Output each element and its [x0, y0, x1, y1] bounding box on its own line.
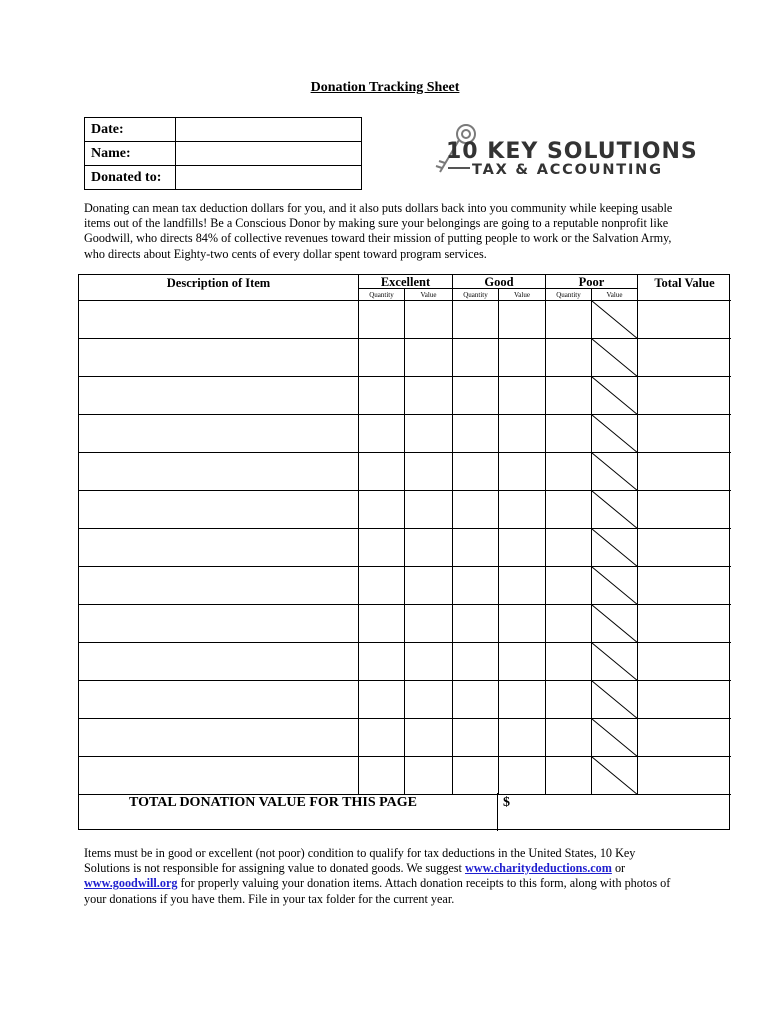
excellent-quantity-cell[interactable]: [359, 567, 405, 605]
total-value-cell[interactable]: [638, 339, 731, 377]
crossed-out-mark: [592, 415, 638, 453]
total-donation-label: TOTAL DONATION VALUE FOR THIS PAGE: [129, 795, 417, 810]
header-good: Good: [453, 275, 546, 289]
excellent-quantity-cell[interactable]: [359, 301, 405, 339]
poor-quantity-cell[interactable]: [546, 415, 592, 453]
good-value-cell[interactable]: [499, 491, 546, 529]
good-quantity-cell[interactable]: [453, 643, 499, 681]
total-value-cell[interactable]: [638, 757, 731, 795]
poor-quantity-header: Quantity: [546, 289, 592, 301]
good-quantity-cell[interactable]: [453, 719, 499, 757]
info-row-donated-to: [85, 166, 362, 190]
poor-value-cell: [592, 643, 638, 681]
poor-value-cell: [592, 377, 638, 415]
date-field[interactable]: [176, 118, 362, 142]
good-quantity-header: Quantity: [453, 289, 499, 301]
donation-table: [78, 274, 730, 830]
description-cell[interactable]: [79, 377, 359, 415]
excellent-value-cell[interactable]: [405, 605, 453, 643]
svg-text:TAX & ACCOUNTING: TAX & ACCOUNTING: [472, 162, 663, 178]
good-value-cell[interactable]: [499, 567, 546, 605]
total-value-cell[interactable]: [638, 605, 731, 643]
good-value-cell[interactable]: [499, 719, 546, 757]
good-quantity-cell[interactable]: [453, 415, 499, 453]
excellent-value-cell[interactable]: [405, 339, 453, 377]
poor-value-header: Value: [592, 289, 638, 301]
excellent-value-cell[interactable]: [405, 377, 453, 415]
poor-value-cell: [592, 415, 638, 453]
crossed-out-mark: [592, 681, 638, 719]
good-value-cell[interactable]: [499, 643, 546, 681]
excellent-quantity-cell[interactable]: [359, 529, 405, 567]
good-quantity-cell[interactable]: [453, 529, 499, 567]
total-value-cell[interactable]: [638, 567, 731, 605]
crossed-out-mark: [592, 453, 638, 491]
good-value-cell[interactable]: [499, 415, 546, 453]
header-total-value: Total Value: [638, 275, 731, 301]
donated-to-label: Donated to:: [85, 166, 176, 190]
description-cell[interactable]: [79, 757, 359, 795]
total-value-cell[interactable]: [638, 491, 731, 529]
description-cell[interactable]: [79, 605, 359, 643]
crossed-out-mark: [592, 339, 638, 377]
footer-note: [84, 846, 684, 907]
poor-quantity-cell[interactable]: [546, 567, 592, 605]
svg-text:10 KEY SOLUTIONS: 10 KEY SOLUTIONS: [446, 139, 698, 164]
description-cell[interactable]: [79, 719, 359, 757]
poor-value-cell: [592, 605, 638, 643]
excellent-quantity-cell[interactable]: [359, 377, 405, 415]
date-label: Date:: [85, 118, 176, 142]
excellent-quantity-cell[interactable]: [359, 339, 405, 377]
poor-value-cell: [592, 491, 638, 529]
poor-quantity-cell[interactable]: [546, 643, 592, 681]
poor-value-cell: [592, 301, 638, 339]
total-divider: [497, 793, 498, 831]
header-excellent: Excellent: [359, 275, 453, 289]
total-value-cell[interactable]: [638, 415, 731, 453]
excellent-quantity-cell[interactable]: [359, 643, 405, 681]
poor-value-cell: [592, 567, 638, 605]
donor-info-table: [84, 117, 362, 190]
poor-quantity-cell[interactable]: [546, 377, 592, 415]
name-field[interactable]: [176, 142, 362, 166]
excellent-quantity-header: Quantity: [359, 289, 405, 301]
footer-text-3: for properly valuing your donation items. Attach donation receipts to this form, along with photos of your donations if you have them. File in your tax folder for the current year.: [84, 876, 671, 906]
good-value-cell[interactable]: [499, 681, 546, 719]
excellent-value-cell[interactable]: [405, 415, 453, 453]
footer-text-2: or: [611, 861, 626, 876]
good-value-cell[interactable]: [499, 377, 546, 415]
good-quantity-cell[interactable]: [453, 757, 499, 795]
excellent-value-cell[interactable]: [405, 757, 453, 795]
good-quantity-cell[interactable]: [453, 301, 499, 339]
total-value-cell[interactable]: [638, 453, 731, 491]
total-value-cell[interactable]: [638, 719, 731, 757]
description-cell[interactable]: [79, 301, 359, 339]
crossed-out-mark: [592, 491, 638, 529]
excellent-value-cell[interactable]: [405, 491, 453, 529]
good-value-cell[interactable]: [499, 339, 546, 377]
good-quantity-cell[interactable]: [453, 453, 499, 491]
poor-quantity-cell[interactable]: [546, 301, 592, 339]
excellent-value-cell[interactable]: [405, 567, 453, 605]
crossed-out-mark: [592, 757, 638, 795]
page-title: Donation Tracking Sheet: [310, 80, 460, 95]
excellent-quantity-cell[interactable]: [359, 681, 405, 719]
intro-paragraph: Donating can mean tax deduction dollars for you, and it also puts dollars back into you community while keeping usable items out of the landfills! Be a Conscious Donor by making sure your belongings are going to a reputable nonprofit like Goodwill, who directs 84% of collective revenues toward their mission of putting people to work or the Salvation Army, who directs about Eighty-two cents of every dollar spent toward program services.: [84, 201, 673, 261]
total-value-cell[interactable]: [638, 529, 731, 567]
poor-quantity-cell[interactable]: [546, 339, 592, 377]
excellent-value-cell[interactable]: [405, 529, 453, 567]
excellent-quantity-cell[interactable]: [359, 605, 405, 643]
poor-value-cell: [592, 453, 638, 491]
good-quantity-cell[interactable]: [453, 605, 499, 643]
total-donation-value[interactable]: $: [503, 795, 510, 810]
info-row-date: [85, 118, 362, 142]
excellent-value-cell[interactable]: [405, 301, 453, 339]
total-value-cell[interactable]: [638, 301, 731, 339]
description-cell[interactable]: [79, 453, 359, 491]
poor-quantity-cell[interactable]: [546, 757, 592, 795]
header-description: Description of Item: [79, 275, 359, 301]
excellent-quantity-cell[interactable]: [359, 719, 405, 757]
total-value-cell[interactable]: [638, 681, 731, 719]
poor-value-cell: [592, 681, 638, 719]
excellent-value-cell[interactable]: [405, 643, 453, 681]
good-value-cell[interactable]: [499, 757, 546, 795]
excellent-quantity-cell[interactable]: [359, 415, 405, 453]
good-value-cell[interactable]: [499, 301, 546, 339]
good-value-cell[interactable]: [499, 453, 546, 491]
description-cell[interactable]: [79, 491, 359, 529]
excellent-quantity-cell[interactable]: [359, 491, 405, 529]
poor-value-cell: [592, 529, 638, 567]
crossed-out-mark: [592, 301, 638, 339]
poor-value-cell: [592, 719, 638, 757]
good-value-header: Value: [499, 289, 546, 301]
description-cell[interactable]: [79, 415, 359, 453]
total-value-cell[interactable]: [638, 643, 731, 681]
poor-quantity-cell[interactable]: [546, 719, 592, 757]
crossed-out-mark: [592, 643, 638, 681]
crossed-out-mark: [592, 605, 638, 643]
footer-text-1: Items must be in good or excellent (not poor) condition to qualify for tax deductions in the United States, 10 Key Solutions is not responsible for assigning value to donated goods. We suggest: [84, 846, 636, 876]
header-poor: Poor: [546, 275, 638, 289]
excellent-quantity-cell[interactable]: [359, 453, 405, 491]
description-cell[interactable]: [79, 681, 359, 719]
good-quantity-cell[interactable]: [453, 377, 499, 415]
poor-value-cell: [592, 339, 638, 377]
charitydeductions-link[interactable]: www.charitydeductions.com: [464, 861, 612, 876]
name-label: Name:: [85, 142, 176, 166]
excellent-value-cell[interactable]: [405, 453, 453, 491]
poor-quantity-cell[interactable]: [546, 605, 592, 643]
company-logo: [418, 120, 698, 182]
description-cell[interactable]: [79, 529, 359, 567]
poor-value-cell: [592, 757, 638, 795]
excellent-value-cell[interactable]: [405, 719, 453, 757]
excellent-quantity-cell[interactable]: [359, 757, 405, 795]
good-quantity-cell[interactable]: [453, 491, 499, 529]
good-quantity-cell[interactable]: [453, 339, 499, 377]
excellent-value-header: Value: [405, 289, 453, 301]
donated-to-field[interactable]: [176, 166, 362, 190]
poor-quantity-cell[interactable]: [546, 491, 592, 529]
good-value-cell[interactable]: [499, 605, 546, 643]
poor-quantity-cell[interactable]: [546, 681, 592, 719]
crossed-out-mark: [592, 719, 638, 757]
good-quantity-cell[interactable]: [453, 567, 499, 605]
goodwill-link[interactable]: www.goodwill.org: [84, 876, 178, 891]
description-cell[interactable]: [79, 567, 359, 605]
crossed-out-mark: [592, 567, 638, 605]
crossed-out-mark: [592, 529, 638, 567]
description-cell[interactable]: [79, 643, 359, 681]
total-value-cell[interactable]: [638, 377, 731, 415]
description-cell[interactable]: [79, 339, 359, 377]
good-quantity-cell[interactable]: [453, 681, 499, 719]
poor-quantity-cell[interactable]: [546, 529, 592, 567]
crossed-out-mark: [592, 377, 638, 415]
info-row-name: [85, 142, 362, 166]
poor-quantity-cell[interactable]: [546, 453, 592, 491]
key-logo-icon: [418, 120, 698, 182]
good-value-cell[interactable]: [499, 529, 546, 567]
excellent-value-cell[interactable]: [405, 681, 453, 719]
